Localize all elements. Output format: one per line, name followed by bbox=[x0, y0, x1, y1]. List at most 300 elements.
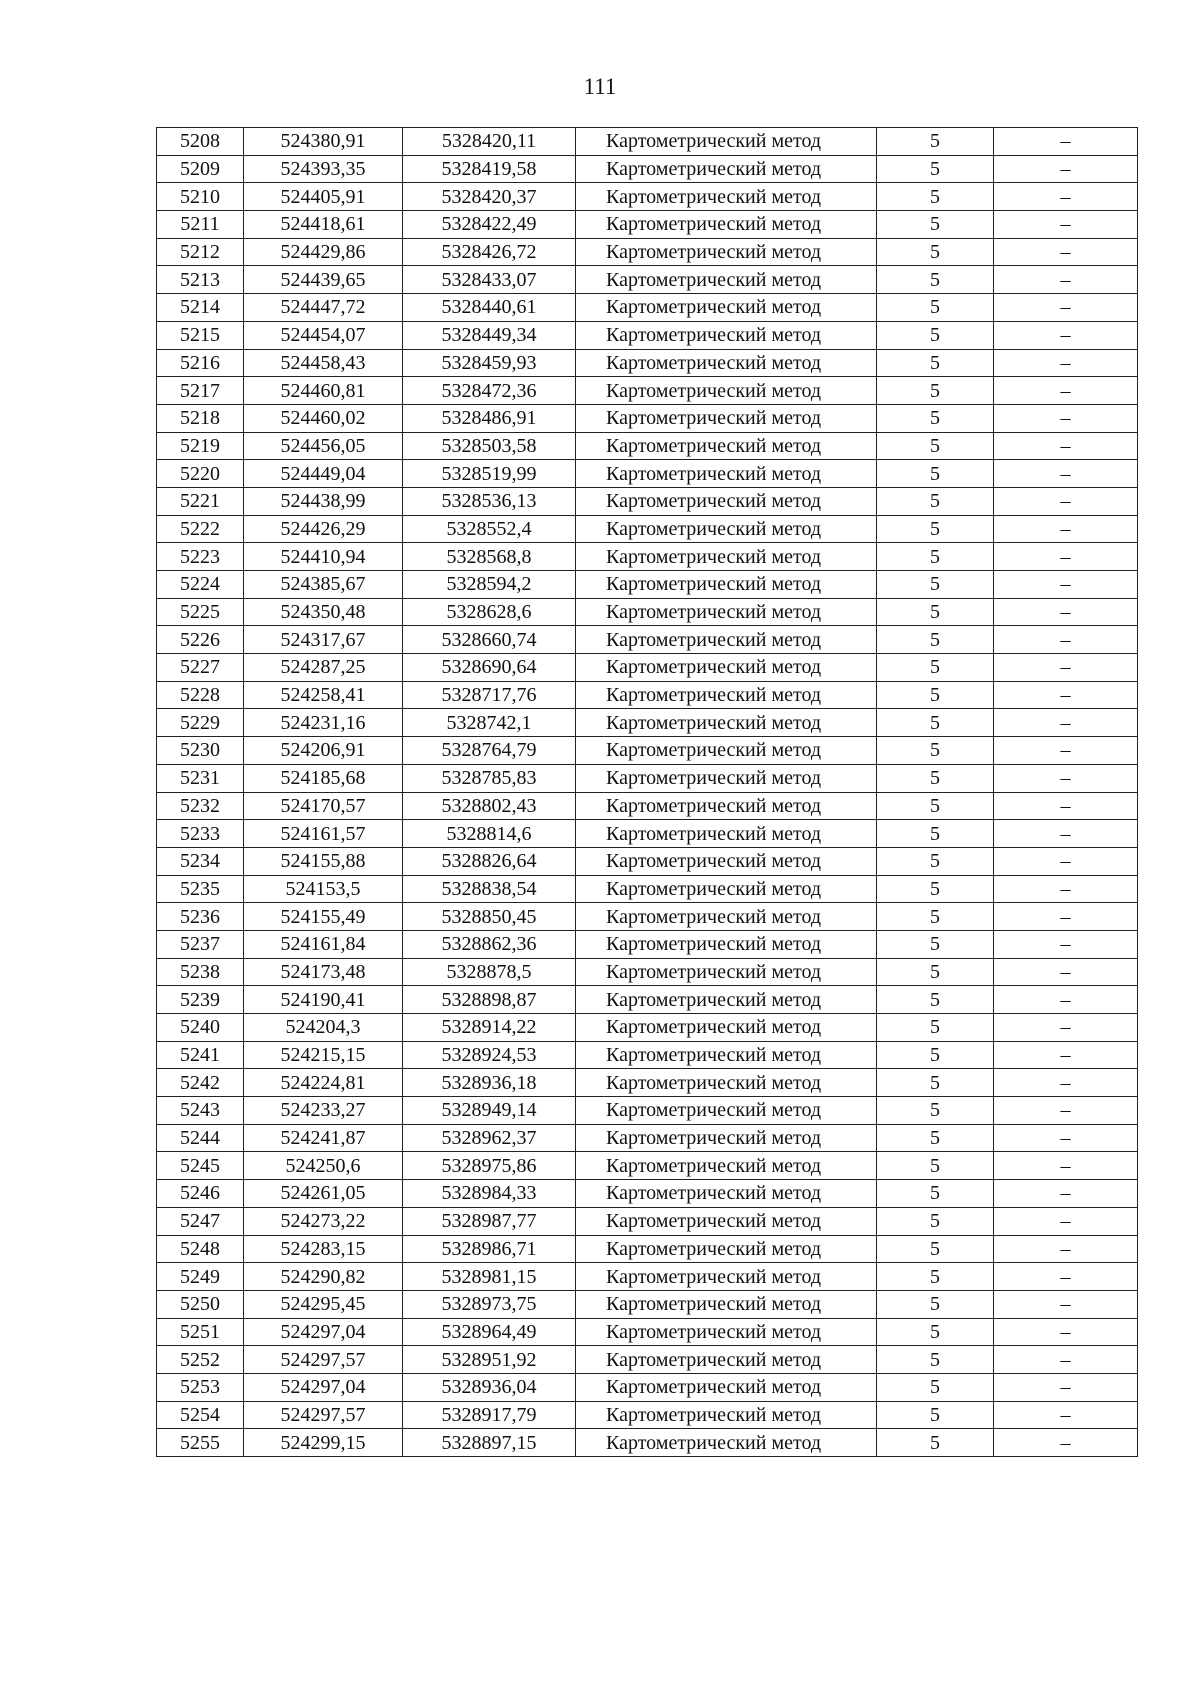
x-coordinate-cell: 524173,48 bbox=[244, 958, 403, 986]
x-coordinate-cell: 524438,99 bbox=[244, 487, 403, 515]
accuracy-cell: 5 bbox=[877, 349, 994, 377]
x-coordinate-cell: 524290,82 bbox=[244, 1263, 403, 1291]
y-coordinate-cell: 5328486,91 bbox=[403, 404, 576, 432]
point-number-cell: 5245 bbox=[157, 1152, 244, 1180]
method-cell: Картометрический метод bbox=[576, 321, 877, 349]
note-cell: – bbox=[994, 1401, 1138, 1429]
x-coordinate-cell: 524297,57 bbox=[244, 1401, 403, 1429]
y-coordinate-cell: 5328936,18 bbox=[403, 1069, 576, 1097]
x-coordinate-cell: 524185,68 bbox=[244, 764, 403, 792]
note-cell: – bbox=[994, 1290, 1138, 1318]
table-row bbox=[157, 654, 1138, 682]
method-cell: Картометрический метод bbox=[576, 986, 877, 1014]
accuracy-cell: 5 bbox=[877, 515, 994, 543]
point-number-cell: 5219 bbox=[157, 432, 244, 460]
x-coordinate-cell: 524317,67 bbox=[244, 626, 403, 654]
y-coordinate-cell: 5328419,58 bbox=[403, 155, 576, 183]
table-row bbox=[157, 764, 1138, 792]
method-cell: Картометрический метод bbox=[576, 183, 877, 211]
accuracy-cell: 5 bbox=[877, 986, 994, 1014]
table-row bbox=[157, 1180, 1138, 1208]
point-number-cell: 5236 bbox=[157, 903, 244, 931]
point-number-cell: 5216 bbox=[157, 349, 244, 377]
note-cell: – bbox=[994, 571, 1138, 599]
method-cell: Картометрический метод bbox=[576, 377, 877, 405]
method-cell: Картометрический метод bbox=[576, 1235, 877, 1263]
y-coordinate-cell: 5328426,72 bbox=[403, 238, 576, 266]
point-number-cell: 5211 bbox=[157, 211, 244, 239]
method-cell: Картометрический метод bbox=[576, 1318, 877, 1346]
note-cell: – bbox=[994, 487, 1138, 515]
accuracy-cell: 5 bbox=[877, 1263, 994, 1291]
y-coordinate-cell: 5328924,53 bbox=[403, 1041, 576, 1069]
x-coordinate-cell: 524393,35 bbox=[244, 155, 403, 183]
x-coordinate-cell: 524206,91 bbox=[244, 737, 403, 765]
accuracy-cell: 5 bbox=[877, 460, 994, 488]
table-row bbox=[157, 128, 1138, 156]
point-number-cell: 5249 bbox=[157, 1263, 244, 1291]
x-coordinate-cell: 524458,43 bbox=[244, 349, 403, 377]
table-row bbox=[157, 1401, 1138, 1429]
point-number-cell: 5218 bbox=[157, 404, 244, 432]
accuracy-cell: 5 bbox=[877, 764, 994, 792]
point-number-cell: 5220 bbox=[157, 460, 244, 488]
x-coordinate-cell: 524155,88 bbox=[244, 847, 403, 875]
x-coordinate-cell: 524297,57 bbox=[244, 1346, 403, 1374]
point-number-cell: 5228 bbox=[157, 681, 244, 709]
note-cell: – bbox=[994, 1373, 1138, 1401]
point-number-cell: 5231 bbox=[157, 764, 244, 792]
y-coordinate-cell: 5328459,93 bbox=[403, 349, 576, 377]
accuracy-cell: 5 bbox=[877, 294, 994, 322]
table-row bbox=[157, 1263, 1138, 1291]
note-cell: – bbox=[994, 930, 1138, 958]
y-coordinate-cell: 5328986,71 bbox=[403, 1235, 576, 1263]
method-cell: Картометрический метод bbox=[576, 432, 877, 460]
table-row bbox=[157, 432, 1138, 460]
point-number-cell: 5212 bbox=[157, 238, 244, 266]
point-number-cell: 5230 bbox=[157, 737, 244, 765]
x-coordinate-cell: 524449,04 bbox=[244, 460, 403, 488]
note-cell: – bbox=[994, 1152, 1138, 1180]
note-cell: – bbox=[994, 1069, 1138, 1097]
point-number-cell: 5234 bbox=[157, 847, 244, 875]
method-cell: Картометрический метод bbox=[576, 1263, 877, 1291]
accuracy-cell: 5 bbox=[877, 1429, 994, 1457]
table-row bbox=[157, 183, 1138, 211]
y-coordinate-cell: 5328973,75 bbox=[403, 1290, 576, 1318]
point-number-cell: 5235 bbox=[157, 875, 244, 903]
y-coordinate-cell: 5328764,79 bbox=[403, 737, 576, 765]
y-coordinate-cell: 5328660,74 bbox=[403, 626, 576, 654]
note-cell: – bbox=[994, 626, 1138, 654]
point-number-cell: 5247 bbox=[157, 1207, 244, 1235]
table-row bbox=[157, 1346, 1138, 1374]
method-cell: Картометрический метод bbox=[576, 571, 877, 599]
method-cell: Картометрический метод bbox=[576, 903, 877, 931]
accuracy-cell: 5 bbox=[877, 432, 994, 460]
method-cell: Картометрический метод bbox=[576, 487, 877, 515]
point-number-cell: 5217 bbox=[157, 377, 244, 405]
note-cell: – bbox=[994, 792, 1138, 820]
x-coordinate-cell: 524418,61 bbox=[244, 211, 403, 239]
y-coordinate-cell: 5328838,54 bbox=[403, 875, 576, 903]
table-row bbox=[157, 1429, 1138, 1457]
accuracy-cell: 5 bbox=[877, 1346, 994, 1374]
accuracy-cell: 5 bbox=[877, 1318, 994, 1346]
point-number-cell: 5229 bbox=[157, 709, 244, 737]
method-cell: Картометрический метод bbox=[576, 737, 877, 765]
coordinates-table-body bbox=[157, 128, 1138, 1457]
table-row bbox=[157, 1373, 1138, 1401]
method-cell: Картометрический метод bbox=[576, 1346, 877, 1374]
accuracy-cell: 5 bbox=[877, 792, 994, 820]
x-coordinate-cell: 524155,49 bbox=[244, 903, 403, 931]
method-cell: Картометрический метод bbox=[576, 820, 877, 848]
table-row bbox=[157, 681, 1138, 709]
method-cell: Картометрический метод bbox=[576, 764, 877, 792]
table-row bbox=[157, 460, 1138, 488]
table-row bbox=[157, 903, 1138, 931]
y-coordinate-cell: 5328951,92 bbox=[403, 1346, 576, 1374]
method-cell: Картометрический метод bbox=[576, 930, 877, 958]
note-cell: – bbox=[994, 1429, 1138, 1457]
point-number-cell: 5215 bbox=[157, 321, 244, 349]
table-row bbox=[157, 1152, 1138, 1180]
x-coordinate-cell: 524299,15 bbox=[244, 1429, 403, 1457]
table-row bbox=[157, 737, 1138, 765]
note-cell: – bbox=[994, 903, 1138, 931]
accuracy-cell: 5 bbox=[877, 847, 994, 875]
method-cell: Картометрический метод bbox=[576, 1014, 877, 1042]
table-row bbox=[157, 571, 1138, 599]
accuracy-cell: 5 bbox=[877, 654, 994, 682]
x-coordinate-cell: 524405,91 bbox=[244, 183, 403, 211]
note-cell: – bbox=[994, 820, 1138, 848]
x-coordinate-cell: 524456,05 bbox=[244, 432, 403, 460]
table-row bbox=[157, 377, 1138, 405]
y-coordinate-cell: 5328984,33 bbox=[403, 1180, 576, 1208]
y-coordinate-cell: 5328987,77 bbox=[403, 1207, 576, 1235]
table-row bbox=[157, 626, 1138, 654]
x-coordinate-cell: 524233,27 bbox=[244, 1097, 403, 1125]
accuracy-cell: 5 bbox=[877, 1152, 994, 1180]
table-row bbox=[157, 847, 1138, 875]
note-cell: – bbox=[994, 1318, 1138, 1346]
y-coordinate-cell: 5328742,1 bbox=[403, 709, 576, 737]
note-cell: – bbox=[994, 1263, 1138, 1291]
method-cell: Картометрический метод bbox=[576, 1097, 877, 1125]
accuracy-cell: 5 bbox=[877, 598, 994, 626]
x-coordinate-cell: 524170,57 bbox=[244, 792, 403, 820]
table-row bbox=[157, 1207, 1138, 1235]
y-coordinate-cell: 5328717,76 bbox=[403, 681, 576, 709]
point-number-cell: 5237 bbox=[157, 930, 244, 958]
note-cell: – bbox=[994, 875, 1138, 903]
note-cell: – bbox=[994, 377, 1138, 405]
point-number-cell: 5208 bbox=[157, 128, 244, 156]
note-cell: – bbox=[994, 598, 1138, 626]
point-number-cell: 5250 bbox=[157, 1290, 244, 1318]
method-cell: Картометрический метод bbox=[576, 155, 877, 183]
y-coordinate-cell: 5328949,14 bbox=[403, 1097, 576, 1125]
method-cell: Картометрический метод bbox=[576, 515, 877, 543]
table-row bbox=[157, 294, 1138, 322]
accuracy-cell: 5 bbox=[877, 875, 994, 903]
point-number-cell: 5248 bbox=[157, 1235, 244, 1263]
table-row bbox=[157, 820, 1138, 848]
y-coordinate-cell: 5328897,15 bbox=[403, 1429, 576, 1457]
accuracy-cell: 5 bbox=[877, 737, 994, 765]
accuracy-cell: 5 bbox=[877, 820, 994, 848]
method-cell: Картометрический метод bbox=[576, 1401, 877, 1429]
point-number-cell: 5224 bbox=[157, 571, 244, 599]
method-cell: Картометрический метод bbox=[576, 1069, 877, 1097]
table-row bbox=[157, 487, 1138, 515]
point-number-cell: 5221 bbox=[157, 487, 244, 515]
point-number-cell: 5223 bbox=[157, 543, 244, 571]
x-coordinate-cell: 524161,57 bbox=[244, 820, 403, 848]
y-coordinate-cell: 5328981,15 bbox=[403, 1263, 576, 1291]
point-number-cell: 5241 bbox=[157, 1041, 244, 1069]
point-number-cell: 5240 bbox=[157, 1014, 244, 1042]
point-number-cell: 5244 bbox=[157, 1124, 244, 1152]
y-coordinate-cell: 5328422,49 bbox=[403, 211, 576, 239]
y-coordinate-cell: 5328936,04 bbox=[403, 1373, 576, 1401]
table-row bbox=[157, 155, 1138, 183]
table-row bbox=[157, 709, 1138, 737]
point-number-cell: 5227 bbox=[157, 654, 244, 682]
note-cell: – bbox=[994, 128, 1138, 156]
note-cell: – bbox=[994, 294, 1138, 322]
point-number-cell: 5255 bbox=[157, 1429, 244, 1457]
x-coordinate-cell: 524190,41 bbox=[244, 986, 403, 1014]
x-coordinate-cell: 524460,81 bbox=[244, 377, 403, 405]
method-cell: Картометрический метод bbox=[576, 1207, 877, 1235]
note-cell: – bbox=[994, 183, 1138, 211]
table-row bbox=[157, 211, 1138, 239]
y-coordinate-cell: 5328449,34 bbox=[403, 321, 576, 349]
y-coordinate-cell: 5328975,86 bbox=[403, 1152, 576, 1180]
y-coordinate-cell: 5328503,58 bbox=[403, 432, 576, 460]
accuracy-cell: 5 bbox=[877, 571, 994, 599]
note-cell: – bbox=[994, 515, 1138, 543]
y-coordinate-cell: 5328898,87 bbox=[403, 986, 576, 1014]
note-cell: – bbox=[994, 266, 1138, 294]
point-number-cell: 5225 bbox=[157, 598, 244, 626]
method-cell: Картометрический метод bbox=[576, 238, 877, 266]
method-cell: Картометрический метод bbox=[576, 626, 877, 654]
y-coordinate-cell: 5328519,99 bbox=[403, 460, 576, 488]
table-row bbox=[157, 1014, 1138, 1042]
x-coordinate-cell: 524454,07 bbox=[244, 321, 403, 349]
method-cell: Картометрический метод bbox=[576, 211, 877, 239]
table-row bbox=[157, 515, 1138, 543]
note-cell: – bbox=[994, 1097, 1138, 1125]
y-coordinate-cell: 5328962,37 bbox=[403, 1124, 576, 1152]
point-number-cell: 5238 bbox=[157, 958, 244, 986]
method-cell: Картометрический метод bbox=[576, 875, 877, 903]
y-coordinate-cell: 5328420,37 bbox=[403, 183, 576, 211]
accuracy-cell: 5 bbox=[877, 1401, 994, 1429]
accuracy-cell: 5 bbox=[877, 1373, 994, 1401]
x-coordinate-cell: 524295,45 bbox=[244, 1290, 403, 1318]
accuracy-cell: 5 bbox=[877, 1069, 994, 1097]
method-cell: Картометрический метод bbox=[576, 958, 877, 986]
note-cell: – bbox=[994, 404, 1138, 432]
note-cell: – bbox=[994, 986, 1138, 1014]
note-cell: – bbox=[994, 155, 1138, 183]
x-coordinate-cell: 524439,65 bbox=[244, 266, 403, 294]
note-cell: – bbox=[994, 238, 1138, 266]
table-row bbox=[157, 1124, 1138, 1152]
table-row bbox=[157, 321, 1138, 349]
method-cell: Картометрический метод bbox=[576, 1429, 877, 1457]
y-coordinate-cell: 5328536,13 bbox=[403, 487, 576, 515]
x-coordinate-cell: 524258,41 bbox=[244, 681, 403, 709]
accuracy-cell: 5 bbox=[877, 1180, 994, 1208]
accuracy-cell: 5 bbox=[877, 903, 994, 931]
accuracy-cell: 5 bbox=[877, 1124, 994, 1152]
table-row bbox=[157, 1318, 1138, 1346]
method-cell: Картометрический метод bbox=[576, 543, 877, 571]
method-cell: Картометрический метод bbox=[576, 1290, 877, 1318]
y-coordinate-cell: 5328433,07 bbox=[403, 266, 576, 294]
y-coordinate-cell: 5328814,6 bbox=[403, 820, 576, 848]
accuracy-cell: 5 bbox=[877, 128, 994, 156]
accuracy-cell: 5 bbox=[877, 1041, 994, 1069]
point-number-cell: 5242 bbox=[157, 1069, 244, 1097]
table-row bbox=[157, 543, 1138, 571]
x-coordinate-cell: 524231,16 bbox=[244, 709, 403, 737]
point-number-cell: 5233 bbox=[157, 820, 244, 848]
table-row bbox=[157, 1041, 1138, 1069]
note-cell: – bbox=[994, 460, 1138, 488]
x-coordinate-cell: 524153,5 bbox=[244, 875, 403, 903]
table-row bbox=[157, 1290, 1138, 1318]
x-coordinate-cell: 524224,81 bbox=[244, 1069, 403, 1097]
y-coordinate-cell: 5328862,36 bbox=[403, 930, 576, 958]
accuracy-cell: 5 bbox=[877, 211, 994, 239]
y-coordinate-cell: 5328690,64 bbox=[403, 654, 576, 682]
y-coordinate-cell: 5328552,4 bbox=[403, 515, 576, 543]
x-coordinate-cell: 524283,15 bbox=[244, 1235, 403, 1263]
method-cell: Картометрический метод bbox=[576, 460, 877, 488]
y-coordinate-cell: 5328850,45 bbox=[403, 903, 576, 931]
point-number-cell: 5254 bbox=[157, 1401, 244, 1429]
note-cell: – bbox=[994, 958, 1138, 986]
x-coordinate-cell: 524287,25 bbox=[244, 654, 403, 682]
note-cell: – bbox=[994, 847, 1138, 875]
note-cell: – bbox=[994, 709, 1138, 737]
table-row bbox=[157, 875, 1138, 903]
accuracy-cell: 5 bbox=[877, 709, 994, 737]
accuracy-cell: 5 bbox=[877, 1097, 994, 1125]
y-coordinate-cell: 5328628,6 bbox=[403, 598, 576, 626]
note-cell: – bbox=[994, 681, 1138, 709]
method-cell: Картометрический метод bbox=[576, 654, 877, 682]
accuracy-cell: 5 bbox=[877, 681, 994, 709]
point-number-cell: 5209 bbox=[157, 155, 244, 183]
note-cell: – bbox=[994, 1346, 1138, 1374]
note-cell: – bbox=[994, 1041, 1138, 1069]
x-coordinate-cell: 524447,72 bbox=[244, 294, 403, 322]
y-coordinate-cell: 5328878,5 bbox=[403, 958, 576, 986]
accuracy-cell: 5 bbox=[877, 1014, 994, 1042]
x-coordinate-cell: 524460,02 bbox=[244, 404, 403, 432]
point-number-cell: 5253 bbox=[157, 1373, 244, 1401]
x-coordinate-cell: 524429,86 bbox=[244, 238, 403, 266]
y-coordinate-cell: 5328914,22 bbox=[403, 1014, 576, 1042]
x-coordinate-cell: 524215,15 bbox=[244, 1041, 403, 1069]
note-cell: – bbox=[994, 349, 1138, 377]
x-coordinate-cell: 524385,67 bbox=[244, 571, 403, 599]
note-cell: – bbox=[994, 737, 1138, 765]
table-row bbox=[157, 598, 1138, 626]
y-coordinate-cell: 5328964,49 bbox=[403, 1318, 576, 1346]
table-row bbox=[157, 238, 1138, 266]
accuracy-cell: 5 bbox=[877, 487, 994, 515]
x-coordinate-cell: 524410,94 bbox=[244, 543, 403, 571]
accuracy-cell: 5 bbox=[877, 266, 994, 294]
point-number-cell: 5239 bbox=[157, 986, 244, 1014]
point-number-cell: 5214 bbox=[157, 294, 244, 322]
method-cell: Картометрический метод bbox=[576, 1180, 877, 1208]
table-row bbox=[157, 792, 1138, 820]
x-coordinate-cell: 524204,3 bbox=[244, 1014, 403, 1042]
point-number-cell: 5252 bbox=[157, 1346, 244, 1374]
accuracy-cell: 5 bbox=[877, 1207, 994, 1235]
note-cell: – bbox=[994, 211, 1138, 239]
accuracy-cell: 5 bbox=[877, 958, 994, 986]
y-coordinate-cell: 5328568,8 bbox=[403, 543, 576, 571]
method-cell: Картометрический метод bbox=[576, 349, 877, 377]
point-number-cell: 5251 bbox=[157, 1318, 244, 1346]
x-coordinate-cell: 524250,6 bbox=[244, 1152, 403, 1180]
accuracy-cell: 5 bbox=[877, 543, 994, 571]
x-coordinate-cell: 524297,04 bbox=[244, 1373, 403, 1401]
y-coordinate-cell: 5328420,11 bbox=[403, 128, 576, 156]
y-coordinate-cell: 5328594,2 bbox=[403, 571, 576, 599]
page-number: 111 bbox=[583, 74, 617, 99]
x-coordinate-cell: 524241,87 bbox=[244, 1124, 403, 1152]
table-row bbox=[157, 349, 1138, 377]
method-cell: Картометрический метод bbox=[576, 266, 877, 294]
method-cell: Картометрический метод bbox=[576, 1373, 877, 1401]
accuracy-cell: 5 bbox=[877, 404, 994, 432]
accuracy-cell: 5 bbox=[877, 377, 994, 405]
note-cell: – bbox=[994, 654, 1138, 682]
y-coordinate-cell: 5328472,36 bbox=[403, 377, 576, 405]
method-cell: Картометрический метод bbox=[576, 847, 877, 875]
table-row bbox=[157, 986, 1138, 1014]
accuracy-cell: 5 bbox=[877, 930, 994, 958]
point-number-cell: 5243 bbox=[157, 1097, 244, 1125]
accuracy-cell: 5 bbox=[877, 238, 994, 266]
x-coordinate-cell: 524426,29 bbox=[244, 515, 403, 543]
note-cell: – bbox=[994, 1235, 1138, 1263]
note-cell: – bbox=[994, 764, 1138, 792]
table-row bbox=[157, 1097, 1138, 1125]
table-row bbox=[157, 266, 1138, 294]
method-cell: Картометрический метод bbox=[576, 792, 877, 820]
note-cell: – bbox=[994, 1014, 1138, 1042]
point-number-cell: 5246 bbox=[157, 1180, 244, 1208]
coordinates-table bbox=[156, 127, 1138, 1457]
method-cell: Картометрический метод bbox=[576, 598, 877, 626]
point-number-cell: 5232 bbox=[157, 792, 244, 820]
method-cell: Картометрический метод bbox=[576, 404, 877, 432]
